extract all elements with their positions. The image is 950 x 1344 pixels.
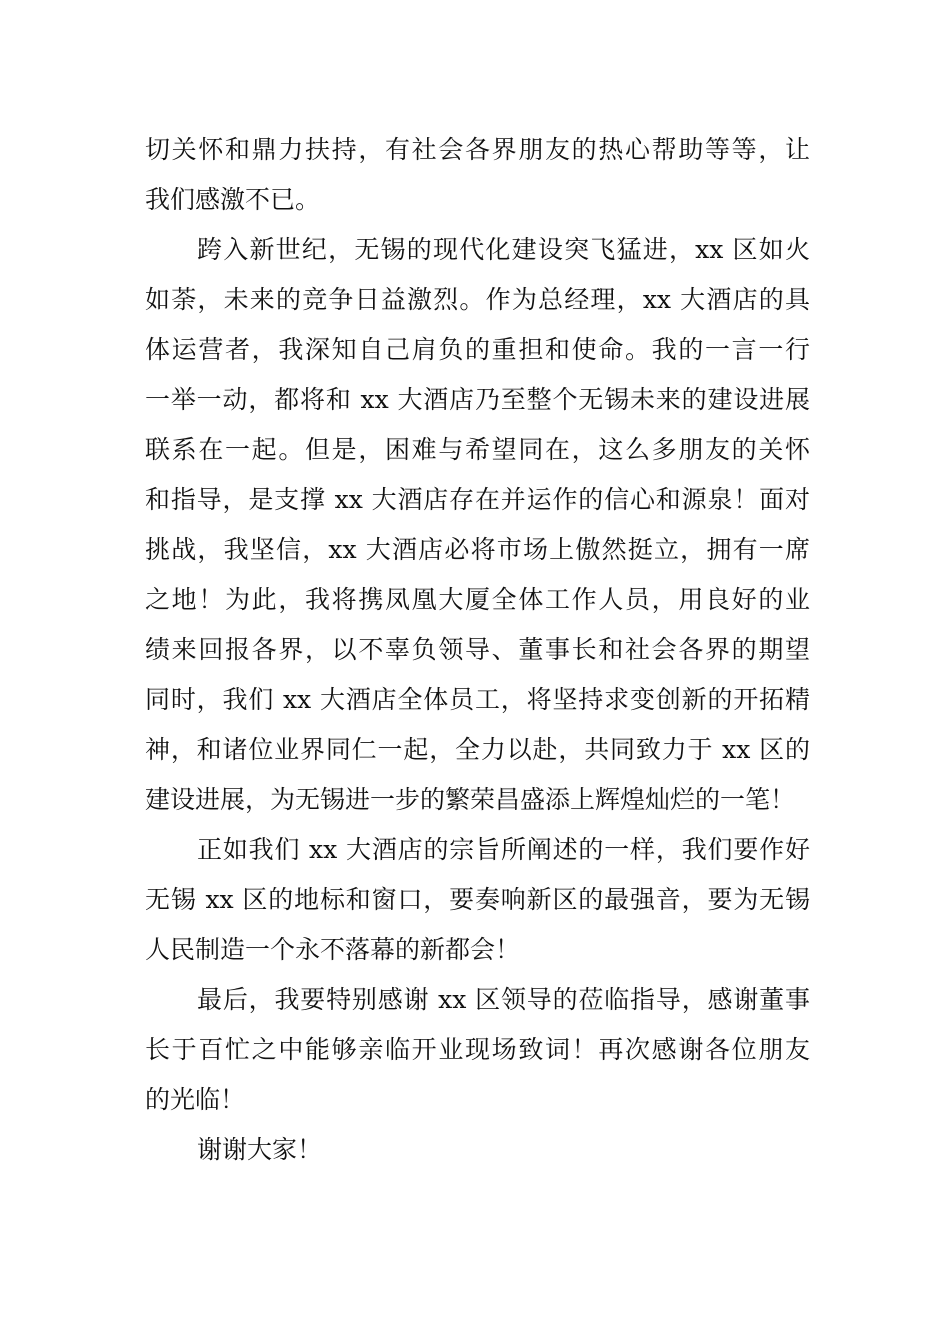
text-line: 和指导，是支撑 xx 大酒店存在并运作的信心和源泉！面对	[145, 485, 810, 514]
text-line: 之地！为此，我将携凤凰大厦全体工作人员，用良好的业	[145, 585, 810, 614]
text-line: 我们感激不已。	[145, 185, 321, 214]
text-line: 人民制造一个永不落幕的新都会！	[145, 935, 521, 964]
closing-line: 谢谢大家！	[197, 1135, 323, 1164]
text-line: 联系在一起。但是，困难与希望同在，这么多朋友的关怀	[145, 435, 810, 464]
paragraph-start-line: 正如我们 xx 大酒店的宗旨所阐述的一样，我们要作好	[197, 835, 810, 864]
text-line: 如荼，未来的竞争日益激烈。作为总经理，xx 大酒店的具	[145, 285, 810, 314]
paragraph-start-line: 跨入新世纪，无锡的现代化建设突飞猛进，xx 区如火	[197, 235, 810, 264]
text-line: 长于百忙之中能够亲临开业现场致词！再次感谢各位朋友	[145, 1035, 810, 1064]
text-line: 一举一动，都将和 xx 大酒店乃至整个无锡未来的建设进展	[145, 385, 810, 414]
text-line: 挑战，我坚信，xx 大酒店必将市场上傲然挺立，拥有一席	[145, 535, 810, 564]
text-line: 绩来回报各界，以不辜负领导、董事长和社会各界的期望	[145, 635, 810, 664]
text-line: 同时，我们 xx 大酒店全体员工，将坚持求变创新的开拓精	[145, 685, 810, 714]
paragraph-start-line: 最后，我要特别感谢 xx 区领导的莅临指导，感谢董事	[197, 985, 810, 1014]
text-line: 体运营者，我深知自己肩负的重担和使命。我的一言一行	[145, 335, 810, 364]
text-line: 神，和诸位业界同仁一起，全力以赴，共同致力于 xx 区的	[145, 735, 810, 764]
text-line: 切关怀和鼎力扶持，有社会各界朋友的热心帮助等等，让	[145, 135, 810, 164]
text-line: 的光临！	[145, 1085, 246, 1114]
text-line: 建设进展，为无锡进一步的繁荣昌盛添上辉煌灿烂的一笔！	[145, 785, 796, 814]
text-line: 无锡 xx 区的地标和窗口，要奏响新区的最强音，要为无锡	[145, 885, 810, 914]
